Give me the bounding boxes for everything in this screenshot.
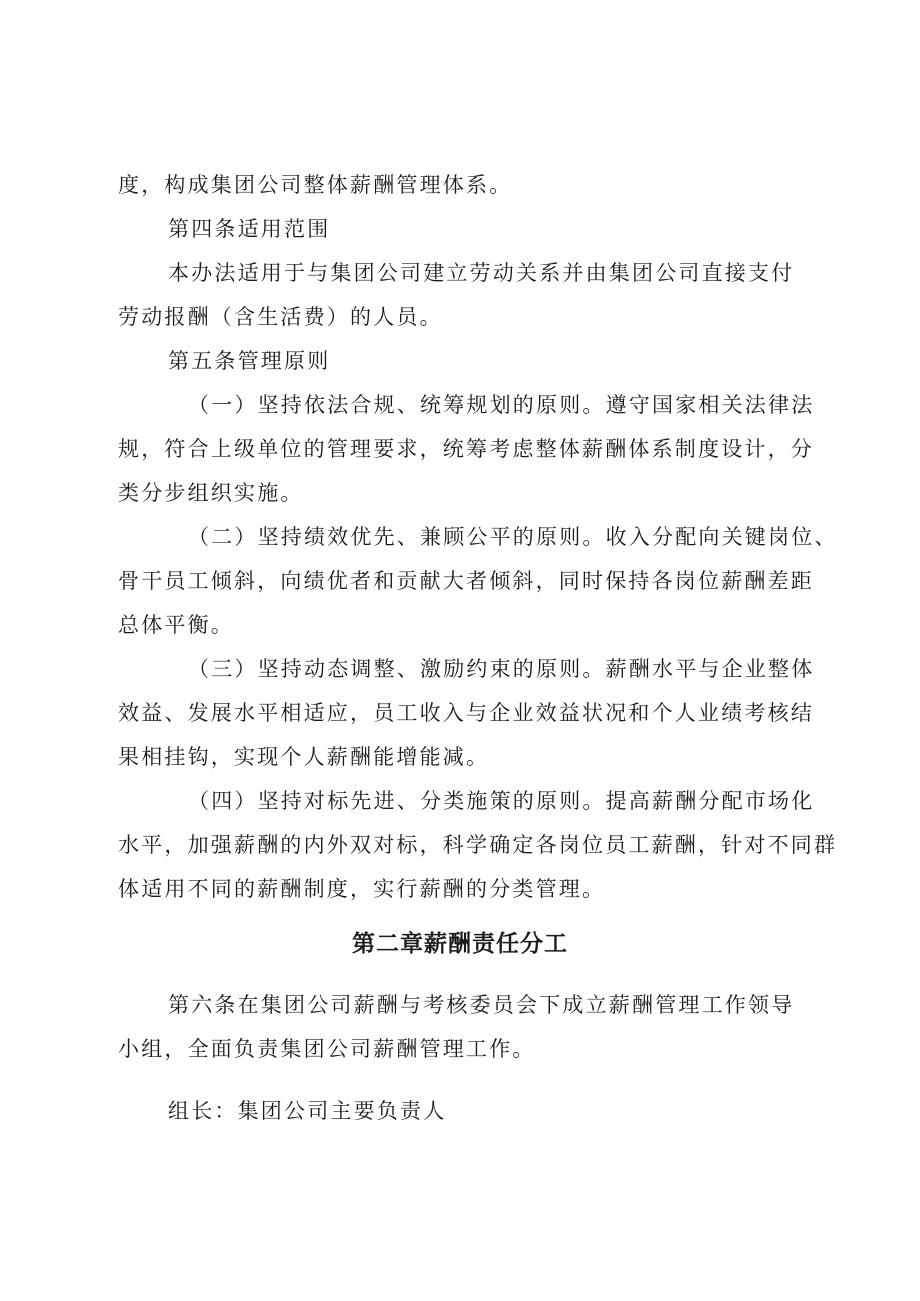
article6-line-2: 小组，全面负责集团公司薪酬管理工作。 xyxy=(118,1037,536,1061)
article4-title: 第四条适用范围 xyxy=(168,217,331,241)
principle3-line-2: 效益、发展水平相适应，员工收入与企业效益状况和个人业绩考核结 xyxy=(118,701,814,725)
principle2-line-2: 骨干员工倾斜，向绩优者和贡献大者倾斜，同时保持各岗位薪酬差距 xyxy=(118,569,814,593)
principle4-line-3: 体适用不同的薪酬制度，实行薪酬的分类管理。 xyxy=(118,877,606,901)
principle2-line-3: 总体平衡。 xyxy=(118,613,234,637)
article6-line-1: 第六条在集团公司薪酬与考核委员会下成立薪酬管理工作领导 xyxy=(168,993,795,1017)
principle1-line-1: （一）坚持依法合规、统筹规划的原则。遵守国家相关法律法 xyxy=(188,393,815,417)
principle4-line-2: 水平，加强薪酬的内外双对标，科学确定各岗位员工薪酬，针对不同群 xyxy=(118,833,838,857)
article4-line-1: 本办法适用于与集团公司建立劳动关系并由集团公司直接支付 xyxy=(168,261,795,285)
principle2-line-1: （二）坚持绩效优先、兼顾公平的原则。收入分配向关键岗位、 xyxy=(188,525,838,549)
principle4-line-1: （四）坚持对标先进、分类施策的原则。提高薪酬分配市场化 xyxy=(188,789,815,813)
principle1-line-2: 规，符合上级单位的管理要求，统筹考虑整体薪酬体系制度设计，分 xyxy=(118,437,814,461)
chapter2-heading: 第二章薪酬责任分工 xyxy=(352,931,568,957)
leader-line: 组长：集团公司主要负责人 xyxy=(168,1099,447,1123)
article5-title: 第五条管理原则 xyxy=(168,349,331,373)
principle1-line-3: 类分步组织实施。 xyxy=(118,481,304,505)
paragraph-continuation: 度，构成集团公司整体薪酬管理体系。 xyxy=(118,173,513,197)
principle3-line-1: （三）坚持动态调整、激励约束的原则。薪酬水平与企业整体 xyxy=(188,657,815,681)
article4-line-2: 劳动报酬（含生活费）的人员。 xyxy=(118,305,443,329)
principle3-line-3: 果相挂钩，实现个人薪酬能增能减。 xyxy=(118,745,490,769)
